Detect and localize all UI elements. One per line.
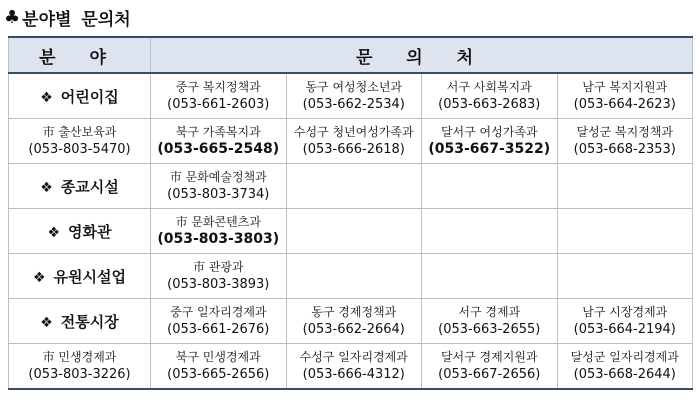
contact-table xyxy=(8,36,693,390)
contact-cell: 서구 사회복지과 (053-663-2683) xyxy=(422,73,558,119)
city-contact-childcare: 市 출산보육과 (053-803-5470) xyxy=(9,119,151,164)
contact-cell: 市 문화예술정책과 (053-803-3734) xyxy=(151,164,287,209)
contact-cell: 달성군 복지정책과 (053-668-2353) xyxy=(557,119,693,164)
category-childcare: ❖ 어린이집 xyxy=(9,73,151,119)
contact-cell: 동구 여성청소년과 (053-662-2534) xyxy=(286,73,422,119)
category-cinema: ❖ 영화관 xyxy=(9,209,151,254)
diamond-icon: ❖ xyxy=(40,314,53,331)
contact-cell: 수성구 청년여성가족과 (053-666-2618) xyxy=(286,119,422,164)
contact-cell: 달성군 일자리경제과 (053-668-2644) xyxy=(557,344,693,390)
category-market: ❖ 전통시장 xyxy=(9,299,151,344)
contact-cell: 서구 경제과 (053-663-2655) xyxy=(422,299,558,344)
contact-cell: 달서구 여성가족과 (053-667-3522) xyxy=(422,119,558,164)
header-contact: 문 의 처 xyxy=(151,37,693,73)
contact-cell: 수성구 일자리경제과 (053-666-4312) xyxy=(286,344,422,390)
table-row xyxy=(9,164,693,209)
city-contact-market: 市 민생경제과 (053-803-3226) xyxy=(9,344,151,390)
table-header-row xyxy=(9,37,693,73)
table-row xyxy=(9,209,693,254)
contact-cell: 市 문화콘텐츠과 (053-803-3803) xyxy=(151,209,287,254)
diamond-icon: ❖ xyxy=(40,89,53,106)
table-row xyxy=(9,73,693,119)
table-row xyxy=(9,254,693,299)
category-religion: ❖ 종교시설 xyxy=(9,164,151,209)
contact-cell: 북구 가족복지과 (053-665-2548) xyxy=(151,119,287,164)
page-title xyxy=(4,4,131,30)
contact-cell: 중구 일자리경제과 (053-661-2676) xyxy=(151,299,287,344)
header-field: 분 야 xyxy=(9,37,151,73)
table-row xyxy=(9,344,693,390)
table-row xyxy=(9,299,693,344)
diamond-icon: ❖ xyxy=(32,269,46,286)
diamond-icon: ❖ xyxy=(47,224,61,241)
contact-cell: 중구 복지정책과 (053-661-2603) xyxy=(151,73,287,119)
club-icon: ♣ xyxy=(4,6,21,28)
contact-cell: 북구 민생경제과 (053-665-2656) xyxy=(151,344,287,390)
diamond-icon: ❖ xyxy=(40,179,53,196)
contact-cell: 달서구 경제지원과 (053-667-2656) xyxy=(422,344,558,390)
contact-cell: 남구 시장경제과 (053-664-2194) xyxy=(557,299,693,344)
table-row xyxy=(9,119,693,164)
contact-cell: 남구 복지지원과 (053-664-2623) xyxy=(557,73,693,119)
category-amusement: ❖ 유원시설업 xyxy=(9,254,151,299)
title-suffix: 문의처 xyxy=(81,9,131,30)
title-prefix: 분야별 xyxy=(22,9,72,30)
contact-cell: 市 관광과 (053-803-3893) xyxy=(151,254,287,299)
contact-cell: 동구 경제정책과 (053-662-2664) xyxy=(286,299,422,344)
